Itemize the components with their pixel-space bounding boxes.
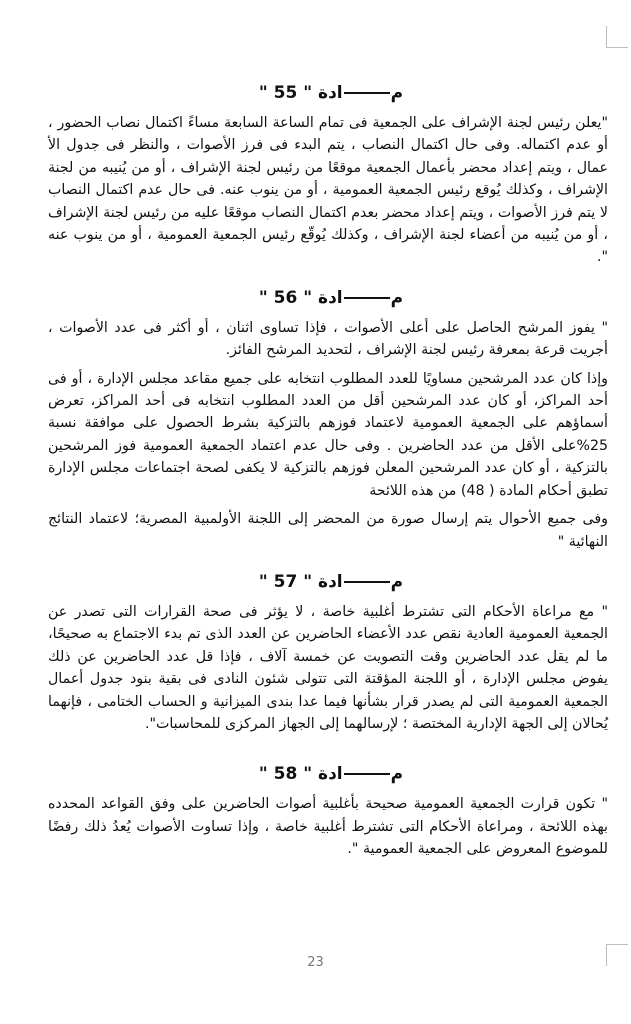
page-number: 23 [307, 955, 324, 970]
article-word-left: ادة [318, 287, 343, 308]
article-paragraph: " مع مراعاة الأحكام التى تشترط أغلبية خاصة ، لا يؤثر فى صحة القرارات التى تصدر عن الجمعية العمومية العادية نقص عدد الأعضاء الحاضرين عن العدد الذى تم بدء الاجتماع به صحيحًا، ما لم يقل عدد الحاضرين وقت التصويت عن خمسة آلاف ، فإذا قل عدد الحاضرين عن ذلك يفوض مجلس الإدارة ، أو اللجنة المؤقتة التى تتولى شئون النادى فى بقية بنود جدول أعمال الجمعية العمومية التى لم يصدر قرار بشأنها فيما عدا بندى الميزانية و الحساب الختامى ، فإنهما يُحالان إلى الجهة الإدارية المختصة ؛ لإرسالهما إلى الجهاز المركزى للمحاسبات". [48, 603, 608, 732]
article-heading [48, 763, 608, 785]
article-paragraph: "يعلن رئيس لجنة الإشراف على الجمعية فى تمام الساعة السابعة مساءً اكتمال نصاب الحضور ، أو عدم اكتماله. وفى حال اكتمال النصاب ، يتم البدء فى فرز الأصوات ، والنظر فى جدول الأ عمال ، ويتم إعداد محضر بأعمال الجمعية موقعًا من رئيس لجنة الإشراف ، أو من يُنيبه من لجنة الإشراف ، وكذلك يُوقع رئيس الجمعية العمومية ، أو من ينوب عنه. فى حال عدم اكتمال النصاب لا يتم فرز الأصوات ، ويتم إعداد محضر بعدم اكتمال النصاب موقعًا عليه من رئيس لجنة الإشراف ، أو من يُنيبه من أعضاء لجنة الإشراف ، وكذلك يُوقّع رئيس الجمعية العمومية ، أو من ينوب عنه ". [48, 115, 608, 266]
article-number: " 57 " [258, 571, 313, 592]
article-word-right: م [390, 571, 404, 592]
article-55 [48, 82, 608, 269]
article-number: " 56 " [258, 287, 313, 308]
article-word-right: م [390, 287, 404, 308]
heading-rule [344, 297, 390, 299]
article-word-right: م [390, 83, 404, 103]
article-word-left: ادة [318, 83, 343, 103]
article-number: " 55 " [258, 83, 313, 103]
article-heading [48, 287, 608, 309]
article-word-left: ادة [318, 764, 343, 785]
article-paragraph: " تكون قرارت الجمعية العمومية صحيحة بأغلبية أصوات الحاضرين على وفق القواعد المحدده بهذه اللائحة ، ومراعاة الأحكام التى تشترط أغلبية خاصة ، وإذا تساوت الأصوات يُعدُ ذلك رفضًا للموضوع المعروض على الجمعية العمومية ". [48, 796, 608, 858]
crop-mark-top-right-v [606, 26, 607, 48]
article-word-left: ادة [318, 571, 343, 592]
article-heading [48, 82, 608, 104]
article-58 [48, 763, 608, 860]
article-paragraph: وإذا كان عدد المرشحين مساويًا للعدد المطلوب انتخابه على جميع مقاعد مجلس الإدارة ، أو فى أحد المراكز، أو كان عدد المرشحين أقل من العدد المطلوب انتخابه فى أحد المراكز، تعرض أسماؤهم على الجمعية العمومية لاعتماد فوزهم بالتزكية بشرط الحصول على موافقة نسبة 25%على الأقل من عدد الحاضرين . وفى حال عدم اعتماد الجمعية العمومية فوز المرشحين بالتزكية ، أو كان عدد المرشحين المعلن فوزهم بالتزكية لا يكفى لصحة اجتماعات مجلس الإدارة تطبق أحكام المادة ( 48) من هذه اللائحة [48, 370, 608, 499]
article-heading [48, 571, 608, 593]
article-paragraph: وفى جميع الأحوال يتم إرسال صورة من المحضر إلى اللجنة الأولمبية المصرية؛ لاعتماد النتائج النهائية " [48, 511, 608, 550]
document-page [48, 64, 608, 867]
article-paragraph: " يفوز المرشح الحاصل على أعلى الأصوات ، فإذا تساوى اثنان ، أو أكثر فى عدد الأصوات ، أجريت قرعة بمعرفة رئيس لجنة الإشراف ، لتحديد المرشح الفائز. [48, 319, 608, 359]
crop-mark-bottom-right-h [606, 944, 628, 945]
crop-mark-top-right-h [606, 47, 628, 48]
article-57 [48, 571, 608, 735]
heading-rule [344, 581, 390, 583]
article-number: " 58 " [258, 764, 313, 785]
article-56 [48, 287, 608, 553]
article-word-right: م [390, 764, 404, 785]
heading-rule [344, 92, 390, 94]
heading-rule [344, 773, 390, 775]
